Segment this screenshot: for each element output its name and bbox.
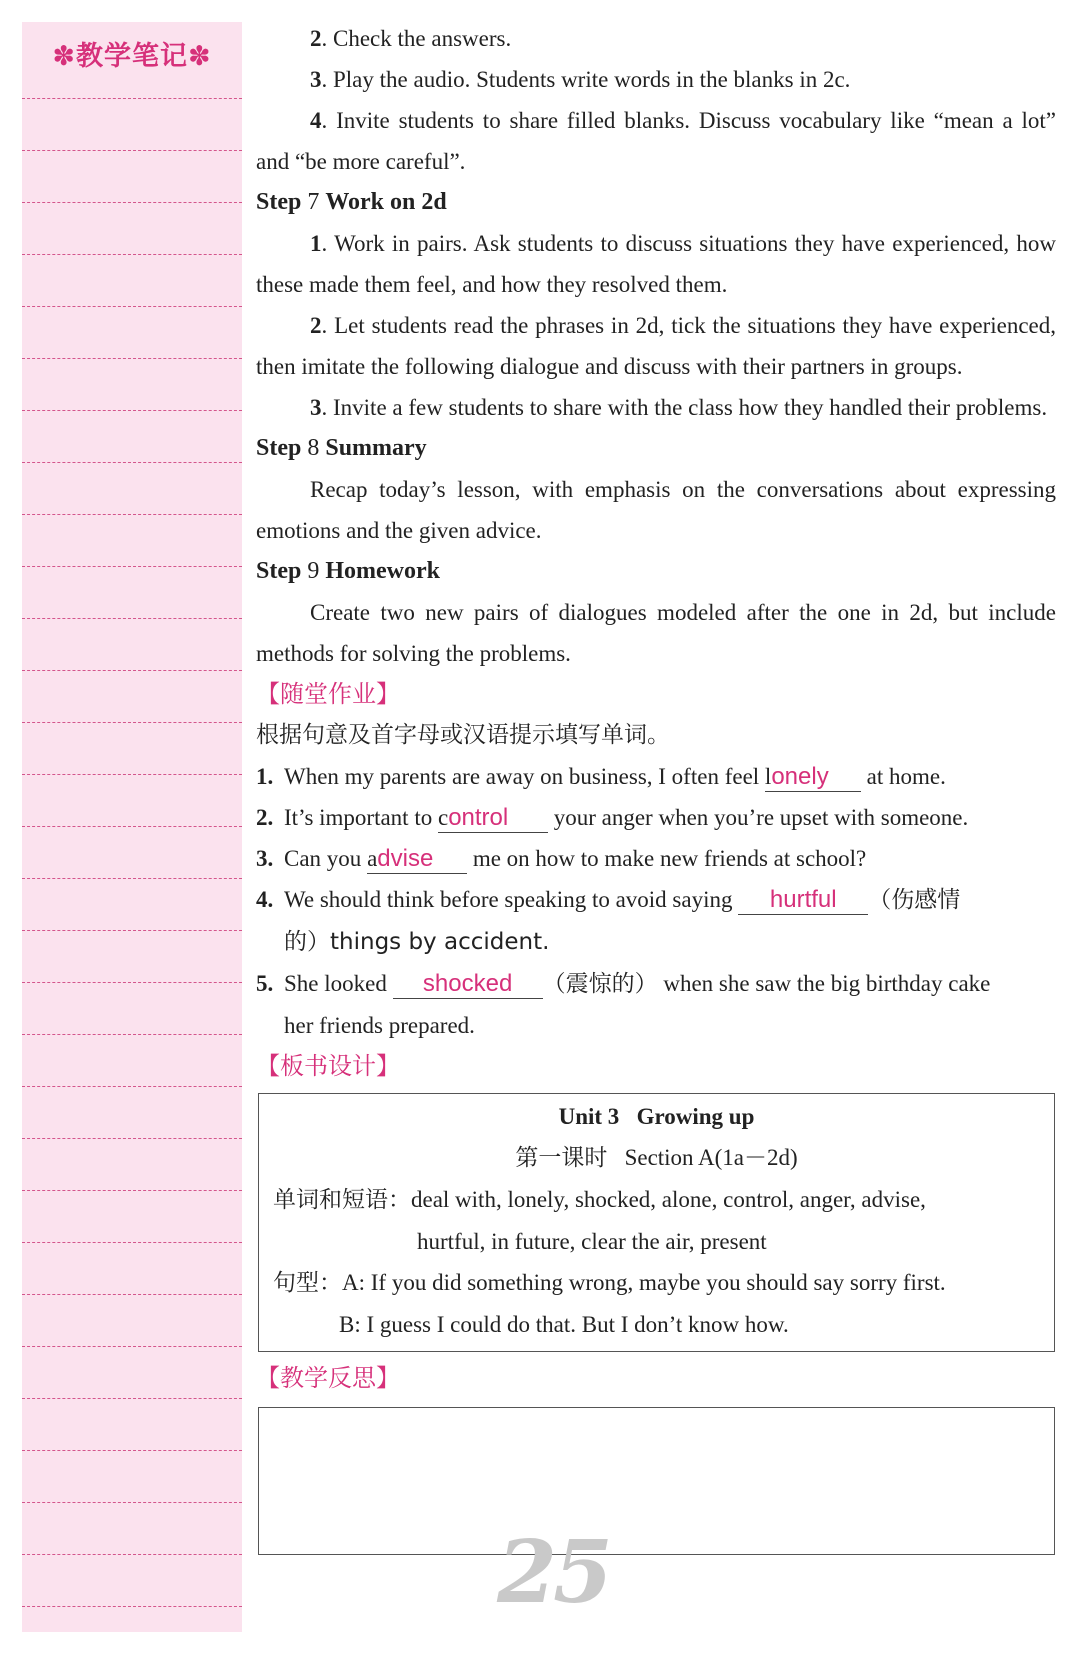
note-line: [22, 1346, 242, 1347]
step-9-text: Create two new pairs of dialogues modeled after the one in 2d, but include methods for solving the problems.: [256, 600, 1056, 666]
reflection-box: [258, 1407, 1055, 1555]
step-7-item-1: 1. Work in pairs. Ask students to discuss situations they have experienced, how these made them feel, and how they resolved them.: [256, 231, 1056, 297]
note-line: [22, 1294, 242, 1295]
note-line: [22, 202, 242, 203]
homework-instruction: 根据句意及首字母或汉语提示填写单词。: [256, 722, 670, 748]
note-line: [22, 254, 242, 255]
exercise-4-continued: 的）things by accident.: [284, 929, 550, 955]
note-line: [22, 1502, 242, 1503]
step-7-item-3: 3. Invite a few students to share with the class how they handled their problems.: [310, 395, 1048, 420]
paragraph-2: 2. Check the answers.: [310, 26, 512, 51]
answer-blank: control: [438, 804, 548, 833]
note-line: [22, 826, 242, 827]
note-line: [22, 566, 242, 567]
answer-blank: advise: [367, 845, 467, 874]
note-line: [22, 878, 242, 879]
step-7-heading: Step 7 Work on 2d: [256, 189, 447, 215]
note-line: [22, 1606, 242, 1607]
board-lesson: 第一课时 Section A(1a－2d): [515, 1145, 798, 1171]
note-line: [22, 98, 242, 99]
note-line: [22, 1138, 242, 1139]
board-pattern-a: 句型：A: If you did something wrong, maybe you should say sorry first.: [273, 1270, 946, 1296]
step-7-item-2: 2. Let students read the phrases in 2d, tick the situations they have experienced, then imitate the following dialogue and discuss with their partners in groups.: [256, 313, 1057, 379]
note-line: [22, 722, 242, 723]
board-pattern-b: B: I guess I could do that. But I don’t know how.: [339, 1312, 789, 1337]
board-vocab: 单词和短语：deal with, lonely, shocked, alone, control, anger, advise,: [273, 1187, 926, 1213]
step-8-text: Recap today’s lesson, with emphasis on the conversations about expressing emotions and the given advice.: [256, 477, 1056, 543]
main-content: [256, 18, 1056, 1555]
exercise-5: 5. She looked shocked （震惊的） when she saw the big birthday cake: [256, 970, 991, 997]
notes-sidebar: [22, 22, 242, 1632]
note-line: [22, 1398, 242, 1399]
step-9-heading: Step 9 Homework: [256, 558, 440, 584]
note-line: [22, 618, 242, 619]
note-line: [22, 1190, 242, 1191]
note-line: [22, 358, 242, 359]
note-line: [22, 670, 242, 671]
note-line: [22, 774, 242, 775]
note-line: [22, 462, 242, 463]
note-line: [22, 410, 242, 411]
note-line: [22, 1034, 242, 1035]
note-line: [22, 514, 242, 515]
paragraph-3: 3. Play the audio. Students write words in the blanks in 2c.: [310, 67, 851, 92]
answer-blank: lonely: [765, 763, 861, 792]
board-vocab-cont: hurtful, in future, clear the air, present: [417, 1229, 767, 1254]
note-line: [22, 1450, 242, 1451]
note-line: [22, 930, 242, 931]
answer-blank: shocked: [393, 970, 543, 999]
exercise-1: 1. When my parents are away on business, I often feel lonely at home.: [256, 763, 946, 790]
reflection-heading: 【教学反思】: [256, 1364, 400, 1392]
paragraph-4: 4. Invite students to share filled blanks. Discuss vocabulary like “mean a lot” and “be more careful”.: [256, 108, 1057, 174]
homework-heading: 【随堂作业】: [256, 680, 400, 708]
page-number: 25: [497, 1522, 609, 1623]
note-line: [22, 1242, 242, 1243]
exercise-3: 3. Can you advise me on how to make new friends at school?: [256, 845, 867, 872]
answer-blank: hurtful: [738, 886, 868, 915]
note-line: [22, 1086, 242, 1087]
note-line: [22, 1554, 242, 1555]
exercise-4: 4. We should think before speaking to avoid saying hurtful （伤感情: [256, 886, 961, 913]
step-8-heading: Step 8 Summary: [256, 435, 427, 461]
note-line: [22, 306, 242, 307]
board-design-heading: 【板书设计】: [256, 1052, 400, 1080]
note-line: [22, 150, 242, 151]
exercise-5-continued: her friends prepared.: [284, 1013, 475, 1038]
exercise-2: 2. It’s important to control your anger when you’re upset with someone.: [256, 804, 969, 831]
board-design-box: [258, 1093, 1055, 1352]
note-line: [22, 982, 242, 983]
sidebar-title: ✽教学笔记✽: [52, 41, 212, 72]
board-title: Unit 3 Growing up: [558, 1104, 755, 1129]
